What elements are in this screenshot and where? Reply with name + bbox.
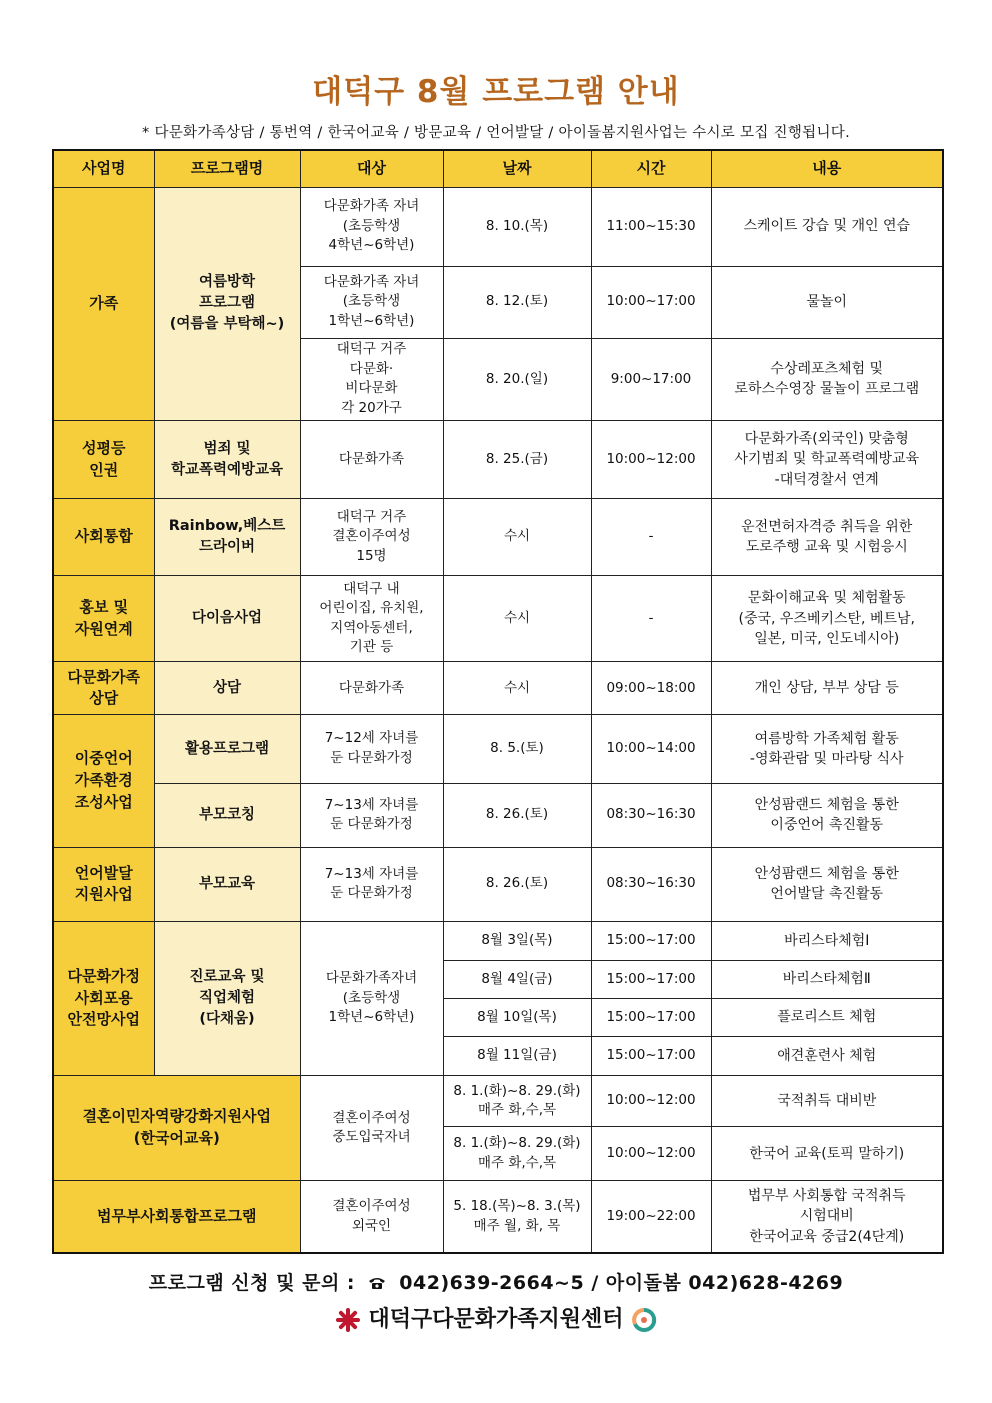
table-row: [53, 1076, 943, 1127]
time-cell: 11:00~15:30: [591, 187, 711, 266]
target-cell: 결혼이주여성 외국인: [300, 1181, 443, 1253]
header-target: 대상: [300, 150, 443, 187]
content-cell: 안성팜랜드 체험을 통한 언어발달 촉진활동: [711, 847, 943, 921]
program-cell: 다이음사업: [154, 576, 300, 662]
swirl-logo-icon: [631, 1307, 657, 1333]
time-cell: 15:00~17:00: [591, 960, 711, 998]
program-cell: 진로교육 및 직업체험 (다채움): [154, 921, 300, 1075]
table-row: [53, 499, 943, 576]
time-cell: 15:00~17:00: [591, 921, 711, 960]
table-row: [53, 1181, 943, 1253]
program-schedule-table: [52, 149, 944, 1254]
time-cell: 9:00~17:00: [591, 338, 711, 420]
target-cell: 대덕구 내 어린이집, 유치원, 지역아동센터, 기관 등: [300, 576, 443, 662]
program-cell: 상담: [154, 662, 300, 715]
time-cell: -: [591, 499, 711, 576]
target-cell: 다문화가족: [300, 420, 443, 498]
target-cell: 다문화가족자녀 (초등학생 1학년~6학년): [300, 921, 443, 1075]
header-content: 내용: [711, 150, 943, 187]
category-cell: 다문화가정 사회포용 안전망사업: [53, 921, 154, 1075]
table-row: [53, 847, 943, 921]
date-cell: 8. 20.(일): [443, 338, 591, 420]
program-cell: 범죄 및 학교폭력예방교육: [154, 420, 300, 498]
table-row: [53, 420, 943, 498]
date-cell: 8월 3일(목): [443, 921, 591, 960]
program-cell: 부모코칭: [154, 783, 300, 847]
date-cell: 8. 25.(금): [443, 420, 591, 498]
date-cell: 수시: [443, 576, 591, 662]
time-cell: 10:00~17:00: [591, 266, 711, 338]
target-cell: 결혼이주여성 중도입국자녀: [300, 1076, 443, 1181]
header-business: 사업명: [53, 150, 154, 187]
content-cell: 한국어 교육(토픽 말하기): [711, 1127, 943, 1181]
contact-phone: 042)639-2664~5: [399, 1272, 585, 1294]
target-cell: 7~13세 자녀를 둔 다문화가정: [300, 783, 443, 847]
time-cell: 15:00~17:00: [591, 998, 711, 1036]
content-cell: 운전면허자격증 취득을 위한 도로주행 교육 및 시험응시: [711, 499, 943, 576]
time-cell: 10:00~14:00: [591, 715, 711, 783]
center-logo: [0, 1302, 992, 1333]
content-cell: 문화이해교육 및 체험활동 (중국, 우즈베키스탄, 베트남, 일본, 미국, 인도네시아): [711, 576, 943, 662]
content-cell: 바리스타체험Ⅱ: [711, 960, 943, 998]
dolbom-contact: 아이돌봄 042)628-4269: [605, 1272, 844, 1294]
cross-flower-icon: [335, 1307, 361, 1333]
table-row: [53, 715, 943, 783]
program-cell: 활용프로그램: [154, 715, 300, 783]
target-cell: 다문화가족 자녀 (초등학생 1학년~6학년): [300, 266, 443, 338]
contact-separator: /: [591, 1272, 599, 1294]
content-cell: 안성팜랜드 체험을 통한 이중언어 촉진활동: [711, 783, 943, 847]
date-cell: 5. 18.(목)~8. 3.(목) 매주 월, 화, 목: [443, 1181, 591, 1253]
page-title: 대덕구 8월 프로그램 안내: [312, 74, 680, 110]
date-cell: 8. 26.(토): [443, 783, 591, 847]
date-cell: 8월 4일(금): [443, 960, 591, 998]
time-cell: 10:00~12:00: [591, 1076, 711, 1127]
content-cell: 애견훈련사 체험: [711, 1037, 943, 1076]
category-cell: 성평등 인권: [53, 420, 154, 498]
time-cell: 08:30~16:30: [591, 783, 711, 847]
program-cell: 여름방학 프로그램 (여름을 부탁해~): [154, 187, 300, 420]
time-cell: 10:00~12:00: [591, 420, 711, 498]
target-cell: 다문화가족: [300, 662, 443, 715]
center-name: 대덕구다문화가족지원센터: [368, 1307, 624, 1332]
date-cell: 8. 10.(목): [443, 187, 591, 266]
time-cell: 09:00~18:00: [591, 662, 711, 715]
category-cell: 가족: [53, 187, 154, 420]
content-cell: 스케이트 강습 및 개인 연습: [711, 187, 943, 266]
content-cell: 물놀이: [711, 266, 943, 338]
time-cell: 08:30~16:30: [591, 847, 711, 921]
date-cell: 8. 1.(화)~8. 29.(화) 매주 화,수,목: [443, 1076, 591, 1127]
target-cell: 다문화가족 자녀 (초등학생 4학년~6학년): [300, 187, 443, 266]
content-cell: 여름방학 가족체험 활동 -영화관람 및 마라탕 식사: [711, 715, 943, 783]
contact-footer: [0, 1268, 992, 1295]
category-cell: 사회통합: [53, 499, 154, 576]
category-cell: 법무부사회통합프로그램: [53, 1181, 300, 1253]
date-cell: 8월 10일(목): [443, 998, 591, 1036]
content-cell: 바리스타체험Ⅰ: [711, 921, 943, 960]
date-cell: 8. 26.(토): [443, 847, 591, 921]
time-cell: -: [591, 576, 711, 662]
category-cell: 결혼이민자역량강화지원사업 (한국어교육): [53, 1076, 300, 1181]
content-cell: 법무부 사회통합 국적취득 시험대비 한국어교육 중급2(4단계): [711, 1181, 943, 1253]
header-date: 날짜: [443, 150, 591, 187]
program-cell: 부모교육: [154, 847, 300, 921]
date-cell: 8월 11일(금): [443, 1037, 591, 1076]
table-header-row: [53, 150, 943, 187]
telephone-icon: [368, 1273, 386, 1295]
date-cell: 8. 5.(토): [443, 715, 591, 783]
content-cell: 국적취득 대비반: [711, 1076, 943, 1127]
contact-label: 프로그램 신청 및 문의 :: [148, 1272, 356, 1294]
table-row: [53, 576, 943, 662]
target-cell: 7~13세 자녀를 둔 다문화가정: [300, 847, 443, 921]
content-cell: 수상레포츠체험 및 로하스수영장 물놀이 프로그램: [711, 338, 943, 420]
program-cell: Rainbow,베스트 드라이버: [154, 499, 300, 576]
date-cell: 8. 12.(토): [443, 266, 591, 338]
table-row: [53, 662, 943, 715]
category-cell: 홍보 및 자원연계: [53, 576, 154, 662]
category-cell: 다문화가족 상담: [53, 662, 154, 715]
header-time: 시간: [591, 150, 711, 187]
header-program: 프로그램명: [154, 150, 300, 187]
content-cell: 플로리스트 체험: [711, 998, 943, 1036]
table-row: [53, 187, 943, 266]
table-row: [53, 921, 943, 960]
time-cell: 10:00~12:00: [591, 1127, 711, 1181]
date-cell: 수시: [443, 499, 591, 576]
target-cell: 대덕구 거주 다문화· 비다문화 각 20가구: [300, 338, 443, 420]
time-cell: 19:00~22:00: [591, 1181, 711, 1253]
target-cell: 대덕구 거주 결혼이주여성 15명: [300, 499, 443, 576]
category-cell: 언어발달 지원사업: [53, 847, 154, 921]
content-cell: 다문화가족(외국인) 맞춤형 사기범죄 및 학교폭력예방교육 -대덕경찰서 연계: [711, 420, 943, 498]
content-cell: 개인 상담, 부부 상담 등: [711, 662, 943, 715]
date-cell: 수시: [443, 662, 591, 715]
target-cell: 7~12세 자녀를 둔 다문화가정: [300, 715, 443, 783]
category-cell: 이중언어 가족환경 조성사업: [53, 715, 154, 847]
date-cell: 8. 1.(화)~8. 29.(화) 매주 화,수,목: [443, 1127, 591, 1181]
table-row: [53, 783, 943, 847]
time-cell: 15:00~17:00: [591, 1037, 711, 1076]
recruit-notice: * 다문화가족상담 / 통번역 / 한국어교육 / 방문교육 / 언어발달 / 아이돌봄지원사업는 수시로 모집 진행됩니다.: [141, 125, 850, 141]
